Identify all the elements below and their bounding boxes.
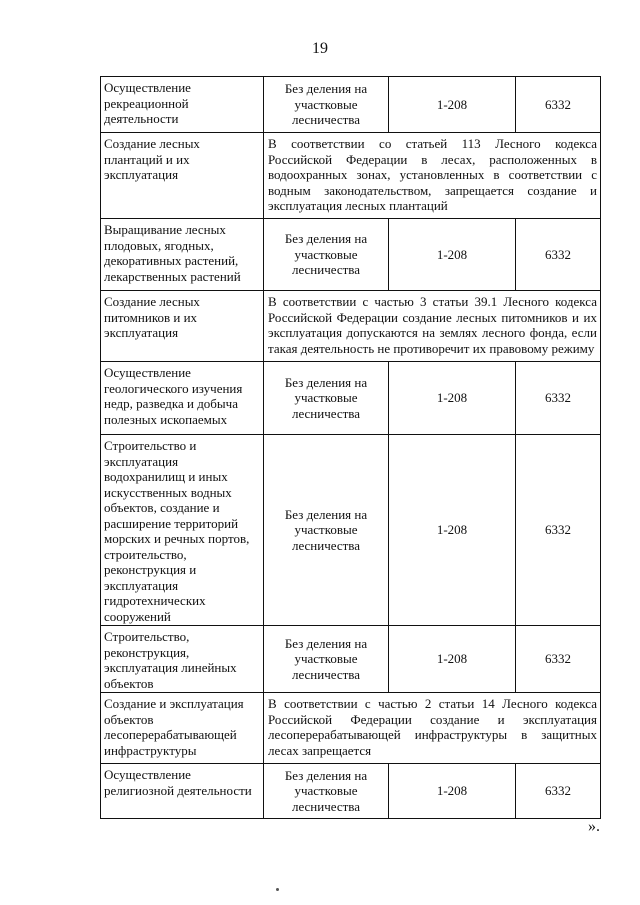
table-row <box>101 290 600 361</box>
code-cell: 1-208 <box>389 219 516 290</box>
activity-cell: Выращивание лесных плодовых, ягодных, декоративных растений, лекарственных растений <box>101 219 264 290</box>
code-cell: 1-208 <box>389 435 516 625</box>
legal-note-cell: В соответствии с частью 2 статьи 14 Лесного кодекса Российской Федерации создание и эксплуатация лесоперерабатывающей инфраструктуры в защитных лесах запрещается <box>268 696 597 758</box>
table-row <box>101 692 600 763</box>
activity-cell: Строительство и эксплуатация водохранилищ и иных искусственных водных объектов, создание и расширение территорий морских и речных портов, строительство, реконструкция и эксплуатация гидротехнических сооружений <box>101 435 264 625</box>
number-cell: 6332 <box>545 522 571 538</box>
activity-cell: Создание лесных плантаций и их эксплуатация <box>101 133 264 218</box>
division-cell: Без деления на участковые лесничества <box>264 626 389 692</box>
number-cell: 6332 <box>545 96 571 112</box>
legal-note-cell: В соответствии со статьей 113 Лесного кодекса Российской Федерации в лесах, расположенных в водоохранных зонах, установленных в соответствии с водным законодательством, запрещается создание и эксплуатация лесных плантаций <box>268 136 597 213</box>
table-row <box>101 77 600 132</box>
number-cell: 6332 <box>545 651 571 667</box>
forest-use-table <box>100 76 601 819</box>
division-cell: Без деления на участковые лесничества <box>264 77 389 132</box>
division-cell: Без деления на участковые лесничества <box>264 764 389 818</box>
legal-note-cell: В соответствии с частью 3 статьи 39.1 Лесного кодекса Российской Федерации создание лесных питомников и их эксплуатация допускаются на землях лесного фонда, если такая деятельность не противоречит их правовому режиму <box>268 294 597 356</box>
activity-cell: Осуществление геологического изучения недр, разведка и добыча полезных ископаемых <box>101 362 264 434</box>
code-cell: 1-208 <box>389 626 516 692</box>
activity-cell: Строительство, реконструкция, эксплуатация линейных объектов <box>101 626 264 692</box>
code-cell: 1-208 <box>389 362 516 434</box>
division-cell: Без деления на участковые лесничества <box>264 362 389 434</box>
closing-quote-mark: ». <box>588 818 600 835</box>
activity-cell: Осуществление религиозной деятельности <box>101 764 264 818</box>
table-row <box>101 625 600 692</box>
page-number: 19 <box>312 40 328 57</box>
number-cell: 6332 <box>545 390 571 406</box>
table-row <box>101 434 600 625</box>
number-cell: 6332 <box>545 783 571 799</box>
table-row <box>101 361 600 434</box>
number-cell: 6332 <box>545 246 571 262</box>
table-row <box>101 218 600 290</box>
code-cell: 1-208 <box>389 764 516 818</box>
table-row <box>101 763 600 818</box>
activity-cell: Создание лесных питомников и их эксплуатация <box>101 291 264 361</box>
activity-cell: Создание и эксплуатация объектов лесоперерабатывающей инфраструктуры <box>101 693 264 763</box>
table-row <box>101 132 600 218</box>
scan-dot <box>276 888 279 891</box>
code-cell: 1-208 <box>389 77 516 132</box>
activity-cell: Осуществление рекреационной деятельности <box>101 77 264 132</box>
division-cell: Без деления на участковые лесничества <box>264 219 389 290</box>
division-cell: Без деления на участковые лесничества <box>264 435 389 625</box>
